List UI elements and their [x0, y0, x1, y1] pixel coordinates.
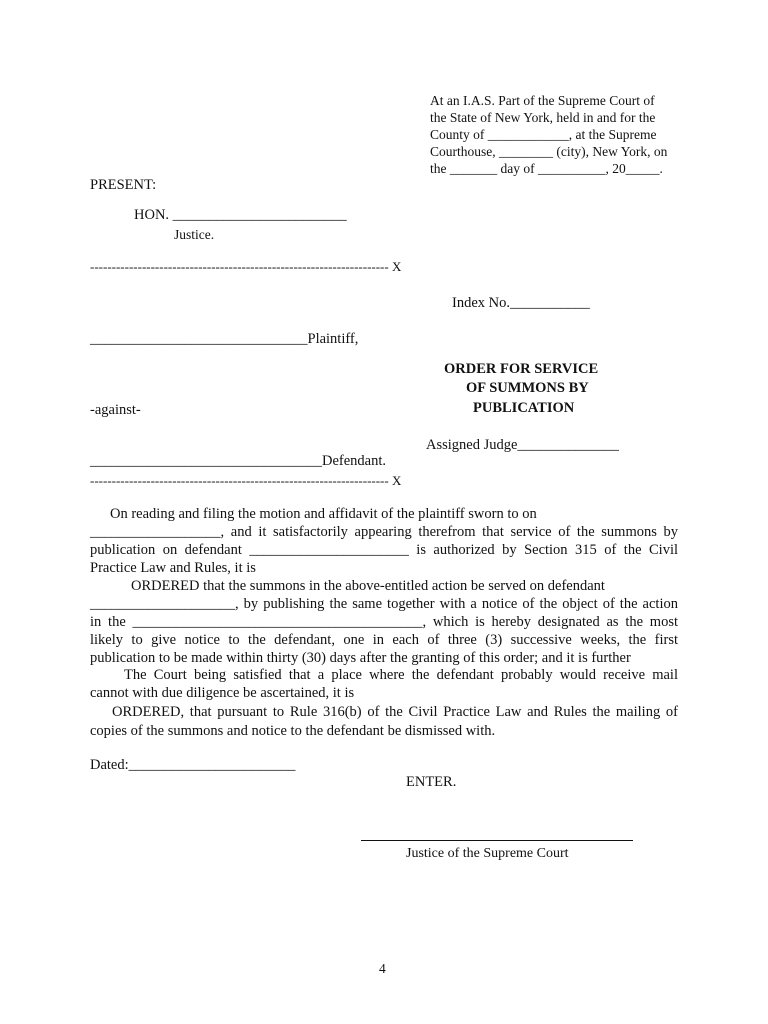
signature-caption: Justice of the Supreme Court: [406, 846, 569, 861]
index-number: Index No.___________: [452, 295, 590, 311]
against-label: -against-: [90, 402, 141, 418]
title-line-3: PUBLICATION: [473, 400, 575, 416]
body-line-8: likely to give notice to the defendant, one in each of three (3) successive weeks, the first: [90, 632, 678, 648]
body-line-5: ORDERED that the summons in the above-entitled action be served on defendant: [131, 578, 605, 594]
caption-line-1: At an I.A.S. Part of the Supreme Court of: [430, 93, 655, 108]
caption-line-4: Courthouse, ________ (city), New York, on: [430, 144, 668, 159]
signature-line: [361, 840, 633, 841]
dated-line: Dated:_______________________: [90, 757, 296, 773]
body-line-9: publication to be made within thirty (30) days after the granting of this order; and it is further: [90, 650, 631, 666]
page-number: 4: [379, 961, 386, 976]
plaintiff-line: ______________________________Plaintiff,: [90, 331, 359, 347]
body-line-10: The Court being satisfied that a place where the defendant probably would receive mail: [124, 667, 678, 683]
body-line-13: copies of the summons and notice to the defendant be dismissed with.: [90, 723, 496, 739]
enter-label: ENTER.: [406, 774, 457, 790]
body-line-2: __________________, and it satisfactorily appearing therefrom that service of the summons by: [90, 524, 678, 540]
body-line-3: publication on defendant ______________________ is authorized by Section 315 of the Civil: [90, 542, 678, 558]
caption-divider-bottom: --------------------------------------------------------------------- X: [90, 473, 402, 488]
title-line-1: ORDER FOR SERVICE: [444, 361, 599, 377]
defendant-line: ________________________________Defendant.: [90, 453, 387, 469]
present-label: PRESENT:: [90, 177, 157, 193]
body-line-4: Practice Law and Rules, it is: [90, 560, 256, 576]
caption-line-3: County of ____________, at the Supreme: [430, 127, 657, 142]
title-line-2: OF SUMMONS BY: [466, 380, 589, 396]
caption-line-2: the State of New York, held in and for the: [430, 110, 656, 125]
hon-line: HON. ________________________: [134, 207, 347, 223]
body-line-1: On reading and filing the motion and affidavit of the plaintiff sworn to on: [110, 506, 537, 522]
body-line-6: ____________________, by publishing the same together with a notice of the object of the action: [90, 596, 678, 612]
justice-label: Justice.: [174, 227, 215, 242]
body-line-7: in the ________________________________________, which is hereby designated as the most: [90, 614, 678, 630]
body-line-12: ORDERED, that pursuant to Rule 316(b) of the Civil Practice Law and Rules the mailing of: [112, 704, 678, 720]
caption-divider-top: --------------------------------------------------------------------- X: [90, 259, 402, 274]
assigned-judge: Assigned Judge______________: [426, 437, 619, 453]
caption-line-5: the _______ day of __________, 20_____.: [430, 161, 663, 176]
body-line-11: cannot with due diligence be ascertained, it is: [90, 685, 355, 701]
